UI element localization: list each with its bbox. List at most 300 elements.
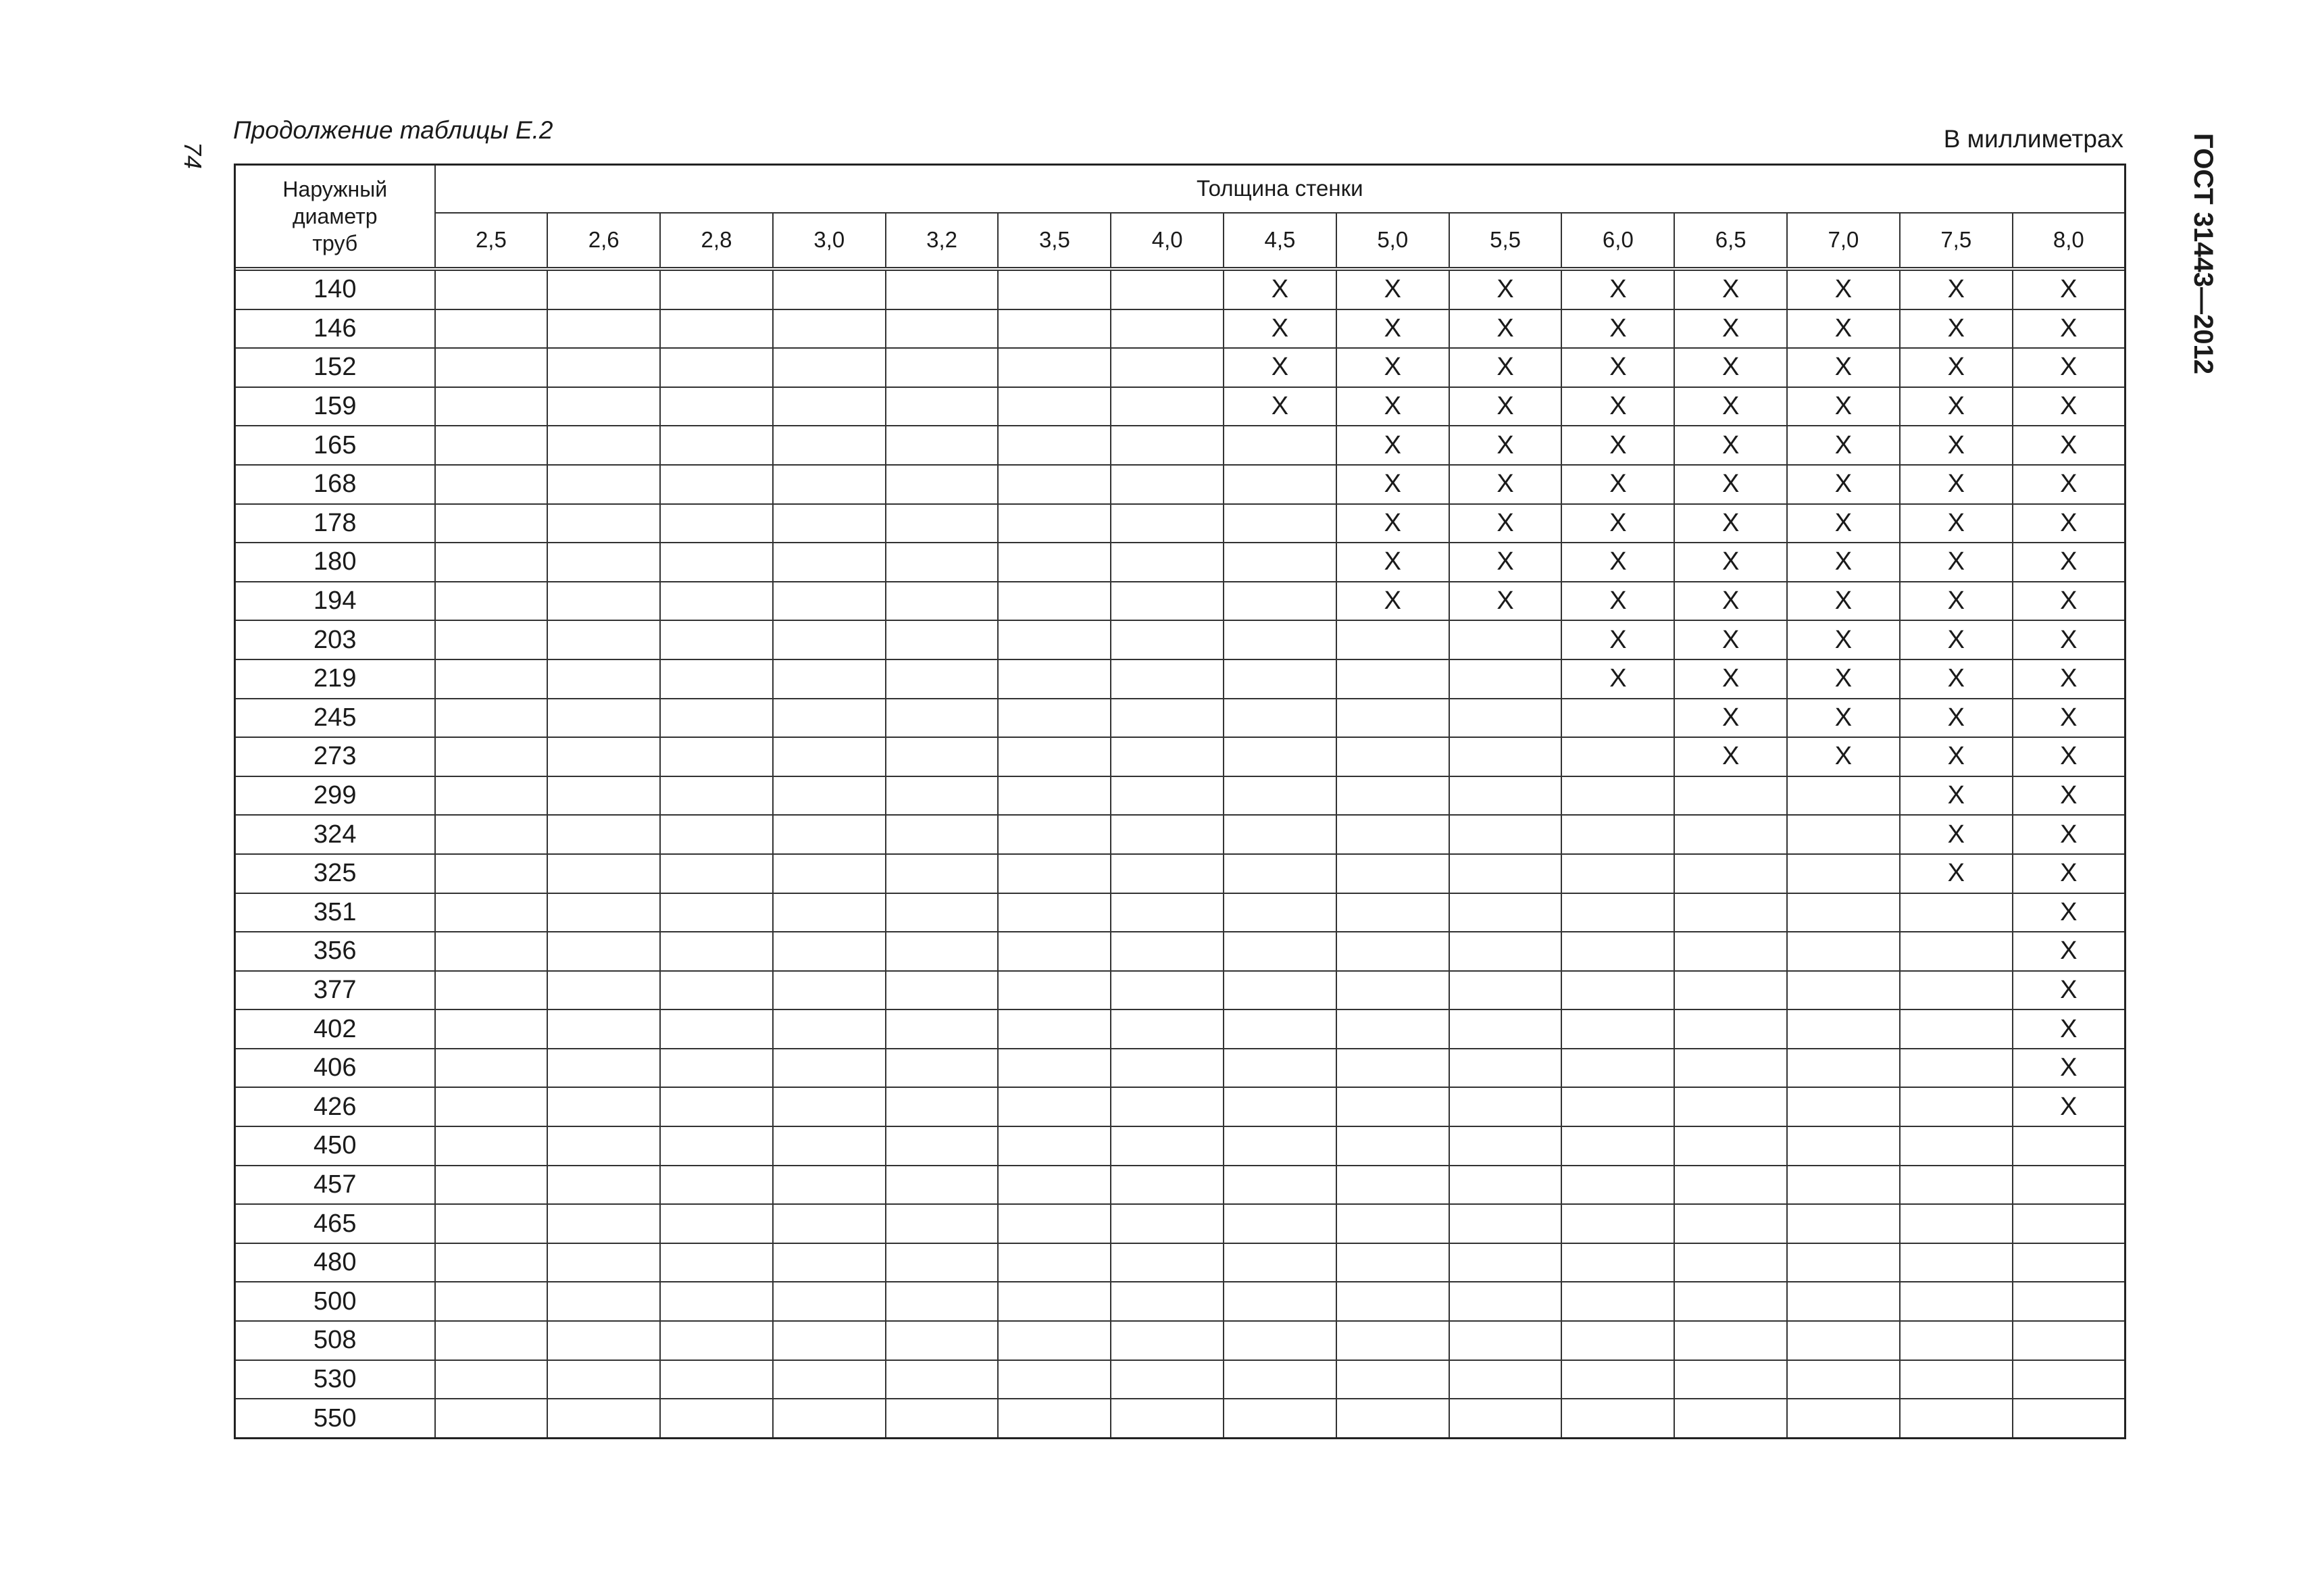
empty-cell bbox=[886, 854, 999, 893]
empty-cell bbox=[1336, 737, 1449, 776]
empty-cell bbox=[1111, 1087, 1224, 1126]
table-row bbox=[235, 737, 2126, 776]
empty-cell bbox=[1787, 1360, 1900, 1399]
empty-cell bbox=[1900, 1399, 2013, 1438]
empty-cell bbox=[547, 348, 660, 387]
thickness-column-header: 5,5 bbox=[1449, 213, 1562, 268]
availability-mark-cell: X bbox=[2013, 815, 2126, 854]
availability-mark-cell: X bbox=[1561, 270, 1674, 309]
empty-cell bbox=[886, 1360, 999, 1399]
availability-mark-cell: X bbox=[1561, 465, 1674, 504]
availability-mark-cell: X bbox=[1900, 309, 2013, 349]
table-row bbox=[235, 1049, 2126, 1088]
empty-cell bbox=[1336, 1399, 1449, 1438]
diameter-cell: 146 bbox=[235, 309, 435, 349]
empty-cell bbox=[660, 1087, 773, 1126]
empty-cell bbox=[1224, 699, 1336, 738]
empty-cell bbox=[660, 1204, 773, 1243]
empty-cell bbox=[773, 659, 886, 699]
empty-cell bbox=[660, 620, 773, 659]
empty-cell bbox=[998, 815, 1111, 854]
empty-cell bbox=[1111, 348, 1224, 387]
empty-cell bbox=[1787, 1087, 1900, 1126]
empty-cell bbox=[886, 776, 999, 816]
thickness-column-header: 2,5 bbox=[435, 213, 548, 268]
thickness-column-header: 8,0 bbox=[2013, 213, 2126, 268]
table-caption: Продолжение таблицы Е.2 bbox=[233, 116, 553, 144]
empty-cell bbox=[1561, 1321, 1674, 1360]
table-row bbox=[235, 699, 2126, 738]
empty-cell bbox=[998, 620, 1111, 659]
availability-mark-cell: X bbox=[1336, 504, 1449, 543]
empty-cell bbox=[660, 971, 773, 1010]
empty-cell bbox=[1111, 1399, 1224, 1438]
empty-cell bbox=[1336, 1009, 1449, 1049]
availability-mark-cell: X bbox=[1336, 543, 1449, 582]
empty-cell bbox=[1336, 815, 1449, 854]
availability-mark-cell: X bbox=[2013, 348, 2126, 387]
empty-cell bbox=[1224, 1049, 1336, 1088]
thickness-column-header: 6,5 bbox=[1674, 213, 1787, 268]
empty-cell bbox=[435, 971, 548, 1010]
empty-cell bbox=[1224, 1360, 1336, 1399]
availability-mark-cell: X bbox=[2013, 620, 2126, 659]
empty-cell bbox=[1336, 699, 1449, 738]
empty-cell bbox=[998, 1399, 1111, 1438]
pipe-thickness-table-container bbox=[234, 164, 2124, 1439]
empty-cell bbox=[1449, 1282, 1562, 1321]
empty-cell bbox=[1224, 776, 1336, 816]
empty-cell bbox=[886, 1204, 999, 1243]
availability-mark-cell: X bbox=[1787, 543, 1900, 582]
empty-cell bbox=[1900, 1166, 2013, 1205]
diameter-cell: 406 bbox=[235, 1049, 435, 1088]
empty-cell bbox=[660, 815, 773, 854]
empty-cell bbox=[998, 543, 1111, 582]
empty-cell bbox=[886, 699, 999, 738]
availability-mark-cell: X bbox=[1449, 426, 1562, 465]
empty-cell bbox=[1224, 1321, 1336, 1360]
empty-cell bbox=[660, 1282, 773, 1321]
empty-cell bbox=[773, 1126, 886, 1166]
empty-cell bbox=[1449, 1399, 1562, 1438]
empty-cell bbox=[1336, 776, 1449, 816]
empty-cell bbox=[1561, 1360, 1674, 1399]
empty-cell bbox=[1336, 932, 1449, 971]
empty-cell bbox=[547, 971, 660, 1010]
availability-mark-cell: X bbox=[1561, 426, 1674, 465]
empty-cell bbox=[435, 1399, 548, 1438]
empty-cell bbox=[435, 1009, 548, 1049]
table-row bbox=[235, 582, 2126, 621]
empty-cell bbox=[1674, 854, 1787, 893]
availability-mark-cell: X bbox=[2013, 270, 2126, 309]
empty-cell bbox=[547, 1243, 660, 1282]
availability-mark-cell: X bbox=[1900, 465, 2013, 504]
empty-cell bbox=[773, 893, 886, 932]
thickness-column-header: 7,0 bbox=[1787, 213, 1900, 268]
diameter-cell: 324 bbox=[235, 815, 435, 854]
empty-cell bbox=[547, 776, 660, 816]
empty-cell bbox=[547, 309, 660, 349]
empty-cell bbox=[1561, 737, 1674, 776]
empty-cell bbox=[435, 1360, 548, 1399]
empty-cell bbox=[886, 1009, 999, 1049]
availability-mark-cell: X bbox=[2013, 465, 2126, 504]
empty-cell bbox=[773, 1009, 886, 1049]
empty-cell bbox=[435, 620, 548, 659]
empty-cell bbox=[1561, 815, 1674, 854]
empty-cell bbox=[998, 776, 1111, 816]
empty-cell bbox=[773, 1243, 886, 1282]
empty-cell bbox=[998, 1321, 1111, 1360]
empty-cell bbox=[773, 1360, 886, 1399]
empty-cell bbox=[1674, 1399, 1787, 1438]
empty-cell bbox=[660, 1399, 773, 1438]
empty-cell bbox=[998, 270, 1111, 309]
empty-cell bbox=[886, 971, 999, 1010]
empty-cell bbox=[660, 699, 773, 738]
availability-mark-cell: X bbox=[1449, 465, 1562, 504]
diameter-cell: 245 bbox=[235, 699, 435, 738]
empty-cell bbox=[435, 1282, 548, 1321]
table-row bbox=[235, 348, 2126, 387]
table-row bbox=[235, 1087, 2126, 1126]
diameter-cell: 152 bbox=[235, 348, 435, 387]
table-row bbox=[235, 1204, 2126, 1243]
empty-cell bbox=[998, 737, 1111, 776]
empty-cell bbox=[998, 854, 1111, 893]
empty-cell bbox=[547, 1360, 660, 1399]
availability-mark-cell: X bbox=[2013, 1049, 2126, 1088]
empty-cell bbox=[1674, 1087, 1787, 1126]
header-row-group bbox=[235, 165, 2126, 213]
empty-cell bbox=[547, 1399, 660, 1438]
empty-cell bbox=[1336, 620, 1449, 659]
thickness-column-header: 3,5 bbox=[998, 213, 1111, 268]
diameter-cell: 480 bbox=[235, 1243, 435, 1282]
empty-cell bbox=[886, 932, 999, 971]
empty-cell bbox=[1224, 893, 1336, 932]
empty-cell bbox=[1336, 1049, 1449, 1088]
empty-cell bbox=[998, 659, 1111, 699]
empty-cell bbox=[660, 387, 773, 426]
empty-cell bbox=[886, 270, 999, 309]
diameter-cell: 159 bbox=[235, 387, 435, 426]
empty-cell bbox=[1111, 893, 1224, 932]
empty-cell bbox=[1561, 932, 1674, 971]
diameter-cell: 351 bbox=[235, 893, 435, 932]
empty-cell bbox=[1561, 1166, 1674, 1205]
empty-cell bbox=[547, 932, 660, 971]
availability-mark-cell: X bbox=[1449, 309, 1562, 349]
availability-mark-cell: X bbox=[1900, 737, 2013, 776]
empty-cell bbox=[886, 426, 999, 465]
empty-cell bbox=[1336, 854, 1449, 893]
diameter-column-header bbox=[235, 165, 435, 268]
availability-mark-cell: X bbox=[1900, 270, 2013, 309]
empty-cell bbox=[1449, 1243, 1562, 1282]
empty-cell bbox=[435, 699, 548, 738]
availability-mark-cell: X bbox=[1561, 348, 1674, 387]
diameter-cell: 530 bbox=[235, 1360, 435, 1399]
empty-cell bbox=[1449, 932, 1562, 971]
availability-mark-cell: X bbox=[1336, 348, 1449, 387]
empty-cell bbox=[660, 1166, 773, 1205]
empty-cell bbox=[547, 737, 660, 776]
availability-mark-cell: X bbox=[1224, 348, 1336, 387]
empty-cell bbox=[1336, 1243, 1449, 1282]
empty-cell bbox=[886, 893, 999, 932]
availability-mark-cell: X bbox=[1336, 270, 1449, 309]
table-row bbox=[235, 465, 2126, 504]
diameter-cell: 402 bbox=[235, 1009, 435, 1049]
empty-cell bbox=[547, 426, 660, 465]
empty-cell bbox=[1787, 1049, 1900, 1088]
empty-cell bbox=[998, 582, 1111, 621]
thickness-column-header: 4,5 bbox=[1224, 213, 1336, 268]
document-id-text: ГОСТ 31443—2012 bbox=[2188, 132, 2218, 374]
availability-mark-cell: X bbox=[2013, 387, 2126, 426]
empty-cell bbox=[1224, 582, 1336, 621]
empty-cell bbox=[660, 1243, 773, 1282]
empty-cell bbox=[547, 854, 660, 893]
availability-mark-cell: X bbox=[1449, 582, 1562, 621]
diameter-cell: 178 bbox=[235, 504, 435, 543]
availability-mark-cell: X bbox=[2013, 504, 2126, 543]
empty-cell bbox=[1787, 1282, 1900, 1321]
empty-cell bbox=[660, 348, 773, 387]
empty-cell bbox=[547, 465, 660, 504]
availability-mark-cell: X bbox=[1674, 387, 1787, 426]
availability-mark-cell: X bbox=[1449, 504, 1562, 543]
empty-cell bbox=[1787, 971, 1900, 1010]
empty-cell bbox=[1336, 1166, 1449, 1205]
empty-cell bbox=[2013, 1166, 2126, 1205]
availability-mark-cell: X bbox=[2013, 426, 2126, 465]
availability-mark-cell: X bbox=[1900, 776, 2013, 816]
empty-cell bbox=[773, 1399, 886, 1438]
diameter-cell: 457 bbox=[235, 1166, 435, 1205]
availability-mark-cell: X bbox=[1336, 426, 1449, 465]
availability-mark-cell: X bbox=[1561, 543, 1674, 582]
empty-cell bbox=[435, 1321, 548, 1360]
availability-mark-cell: X bbox=[1674, 659, 1787, 699]
availability-mark-cell: X bbox=[1336, 309, 1449, 349]
empty-cell bbox=[773, 1087, 886, 1126]
empty-cell bbox=[660, 854, 773, 893]
empty-cell bbox=[1449, 1204, 1562, 1243]
availability-mark-cell: X bbox=[1787, 620, 1900, 659]
empty-cell bbox=[773, 1204, 886, 1243]
empty-cell bbox=[998, 426, 1111, 465]
empty-cell bbox=[1224, 620, 1336, 659]
empty-cell bbox=[2013, 1243, 2126, 1282]
empty-cell bbox=[773, 620, 886, 659]
empty-cell bbox=[886, 1399, 999, 1438]
empty-cell bbox=[435, 309, 548, 349]
empty-cell bbox=[773, 582, 886, 621]
availability-mark-cell: X bbox=[1449, 543, 1562, 582]
availability-mark-cell: X bbox=[1900, 582, 2013, 621]
empty-cell bbox=[660, 1360, 773, 1399]
empty-cell bbox=[660, 1049, 773, 1088]
empty-cell bbox=[1224, 1126, 1336, 1166]
diameter-cell: 273 bbox=[235, 737, 435, 776]
availability-mark-cell: X bbox=[2013, 309, 2126, 349]
empty-cell bbox=[1449, 1049, 1562, 1088]
empty-cell bbox=[435, 504, 548, 543]
empty-cell bbox=[886, 387, 999, 426]
empty-cell bbox=[547, 1126, 660, 1166]
table-row bbox=[235, 1282, 2126, 1321]
diameter-cell: 219 bbox=[235, 659, 435, 699]
empty-cell bbox=[1900, 932, 2013, 971]
empty-cell bbox=[1674, 1360, 1787, 1399]
empty-cell bbox=[1674, 1204, 1787, 1243]
empty-cell bbox=[1674, 1243, 1787, 1282]
wall-thickness-group-header: Толщина стенки bbox=[435, 165, 2126, 213]
availability-mark-cell: X bbox=[1674, 270, 1787, 309]
empty-cell bbox=[1111, 270, 1224, 309]
empty-cell bbox=[998, 1126, 1111, 1166]
empty-cell bbox=[1336, 1204, 1449, 1243]
empty-cell bbox=[1111, 776, 1224, 816]
availability-mark-cell: X bbox=[1224, 270, 1336, 309]
empty-cell bbox=[547, 1049, 660, 1088]
empty-cell bbox=[1111, 504, 1224, 543]
empty-cell bbox=[547, 815, 660, 854]
empty-cell bbox=[1224, 426, 1336, 465]
thickness-column-header: 3,0 bbox=[773, 213, 886, 268]
empty-cell bbox=[1561, 1087, 1674, 1126]
availability-mark-cell: X bbox=[2013, 737, 2126, 776]
empty-cell bbox=[1561, 893, 1674, 932]
diameter-header-line: труб bbox=[312, 231, 358, 255]
availability-mark-cell: X bbox=[1900, 348, 2013, 387]
empty-cell bbox=[660, 504, 773, 543]
empty-cell bbox=[998, 1360, 1111, 1399]
empty-cell bbox=[773, 426, 886, 465]
table-row bbox=[235, 1166, 2126, 1205]
empty-cell bbox=[547, 1321, 660, 1360]
empty-cell bbox=[547, 1009, 660, 1049]
empty-cell bbox=[435, 582, 548, 621]
empty-cell bbox=[1787, 815, 1900, 854]
empty-cell bbox=[1787, 854, 1900, 893]
empty-cell bbox=[435, 1166, 548, 1205]
empty-cell bbox=[1111, 1321, 1224, 1360]
availability-mark-cell: X bbox=[1900, 854, 2013, 893]
empty-cell bbox=[660, 1126, 773, 1166]
thickness-column-header: 6,0 bbox=[1561, 213, 1674, 268]
table-row bbox=[235, 1321, 2126, 1360]
empty-cell bbox=[660, 932, 773, 971]
empty-cell bbox=[660, 776, 773, 816]
diameter-cell: 194 bbox=[235, 582, 435, 621]
empty-cell bbox=[435, 465, 548, 504]
empty-cell bbox=[773, 815, 886, 854]
empty-cell bbox=[1111, 1126, 1224, 1166]
empty-cell bbox=[1900, 1321, 2013, 1360]
empty-cell bbox=[1111, 659, 1224, 699]
empty-cell bbox=[1900, 1049, 2013, 1088]
empty-cell bbox=[1224, 504, 1336, 543]
empty-cell bbox=[773, 465, 886, 504]
empty-cell bbox=[1561, 1399, 1674, 1438]
empty-cell bbox=[1787, 932, 1900, 971]
empty-cell bbox=[1111, 932, 1224, 971]
empty-cell bbox=[547, 504, 660, 543]
empty-cell bbox=[660, 543, 773, 582]
empty-cell bbox=[1224, 1009, 1336, 1049]
empty-cell bbox=[998, 932, 1111, 971]
diameter-cell: 299 bbox=[235, 776, 435, 816]
empty-cell bbox=[773, 309, 886, 349]
empty-cell bbox=[1449, 971, 1562, 1010]
empty-cell bbox=[1449, 854, 1562, 893]
availability-mark-cell: X bbox=[1787, 504, 1900, 543]
empty-cell bbox=[435, 1204, 548, 1243]
diameter-header-line: Наружный bbox=[282, 177, 388, 201]
table-row bbox=[235, 971, 2126, 1010]
empty-cell bbox=[773, 270, 886, 309]
empty-cell bbox=[1900, 1126, 2013, 1166]
empty-cell bbox=[773, 737, 886, 776]
availability-mark-cell: X bbox=[1787, 737, 1900, 776]
availability-mark-cell: X bbox=[1224, 387, 1336, 426]
availability-mark-cell: X bbox=[1787, 348, 1900, 387]
empty-cell bbox=[1561, 1009, 1674, 1049]
thickness-column-header: 2,8 bbox=[660, 213, 773, 268]
empty-cell bbox=[998, 893, 1111, 932]
availability-mark-cell: X bbox=[1561, 659, 1674, 699]
empty-cell bbox=[660, 893, 773, 932]
empty-cell bbox=[1900, 1009, 2013, 1049]
diameter-cell: 377 bbox=[235, 971, 435, 1010]
empty-cell bbox=[998, 1009, 1111, 1049]
empty-cell bbox=[1449, 815, 1562, 854]
empty-cell bbox=[1674, 815, 1787, 854]
empty-cell bbox=[1449, 699, 1562, 738]
empty-cell bbox=[886, 1049, 999, 1088]
thickness-column-header: 5,0 bbox=[1336, 213, 1449, 268]
page-number-text: 74 bbox=[179, 141, 207, 170]
empty-cell bbox=[435, 776, 548, 816]
empty-cell bbox=[998, 309, 1111, 349]
table-row bbox=[235, 309, 2126, 349]
empty-cell bbox=[1674, 1282, 1787, 1321]
empty-cell bbox=[547, 543, 660, 582]
empty-cell bbox=[1561, 699, 1674, 738]
empty-cell bbox=[1336, 1360, 1449, 1399]
empty-cell bbox=[1787, 1321, 1900, 1360]
empty-cell bbox=[773, 1049, 886, 1088]
empty-cell bbox=[547, 387, 660, 426]
availability-mark-cell: X bbox=[1900, 387, 2013, 426]
empty-cell bbox=[1449, 1321, 1562, 1360]
empty-cell bbox=[998, 465, 1111, 504]
empty-cell bbox=[1111, 543, 1224, 582]
empty-cell bbox=[1224, 1399, 1336, 1438]
empty-cell bbox=[1787, 1204, 1900, 1243]
empty-cell bbox=[998, 1282, 1111, 1321]
empty-cell bbox=[998, 387, 1111, 426]
units-note: В миллиметрах bbox=[1943, 125, 2123, 153]
diameter-cell: 140 bbox=[235, 270, 435, 309]
empty-cell bbox=[547, 1166, 660, 1205]
diameter-cell: 500 bbox=[235, 1282, 435, 1321]
